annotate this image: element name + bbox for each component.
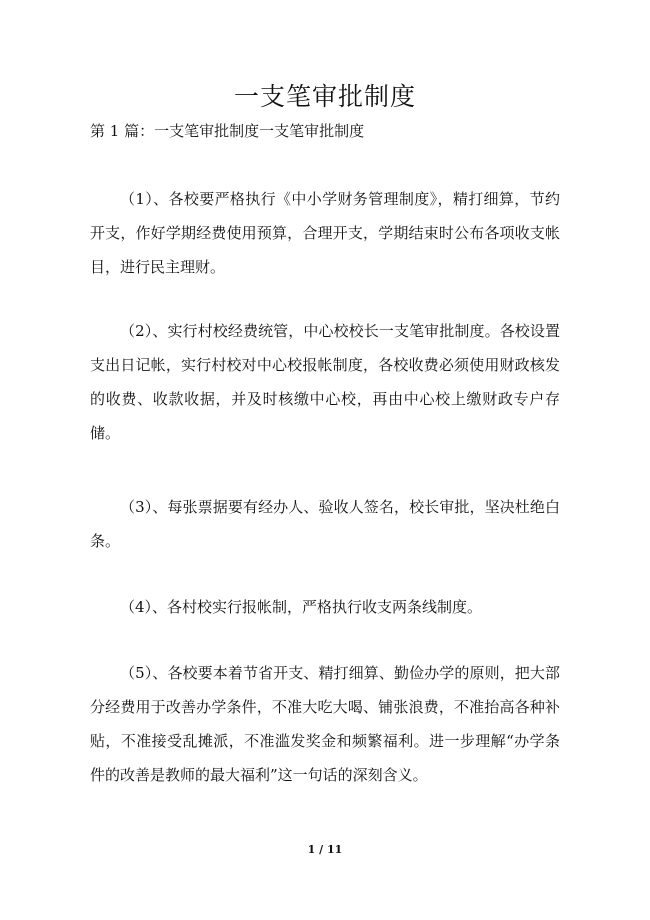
paragraph-3: （3）、每张票据要有经办人、验收人签名，校长审批，坚决杜绝白条。 <box>90 498 560 550</box>
page-title: 一支笔审批制度 <box>233 82 416 111</box>
paragraph-5: （5）、各校要本着节省开支、精打细算、勤俭办学的原则，把大部分经费用于改善办学条件，不准大吃大喝、铺张浪费，不准抬高各种补贴，不准接受乱摊派，不准滥发奖金和频繁福利。进一步理解“办学条件的改善是教师的最大福利”这一句话的深刻含义。 <box>90 664 560 784</box>
page-number: 1 / 11 <box>307 843 343 856</box>
paragraph-1: （1）、各校要严格执行《中小学财务管理制度》，精打细算，节约开支，作好学期经费使用预算，合理开支，学期结束时公布各项收支帐目，进行民主理财。 <box>90 190 560 276</box>
paragraph-4: （4）、各村校实行报帐制，严格执行收支两条线制度。 <box>120 598 483 616</box>
section-heading: 第 1 篇：一支笔审批制度一支笔审批制度 <box>90 122 365 140</box>
paragraph-2: （2）、实行村校经费统管，中心校校长一支笔审批制度。各校设置支出日记帐，实行村校对中心校报帐制度，各校收费必须使用财政核发的收费、收款收据，并及时核缴中心校，再由中心校上缴财政专户存储。 <box>90 322 560 442</box>
